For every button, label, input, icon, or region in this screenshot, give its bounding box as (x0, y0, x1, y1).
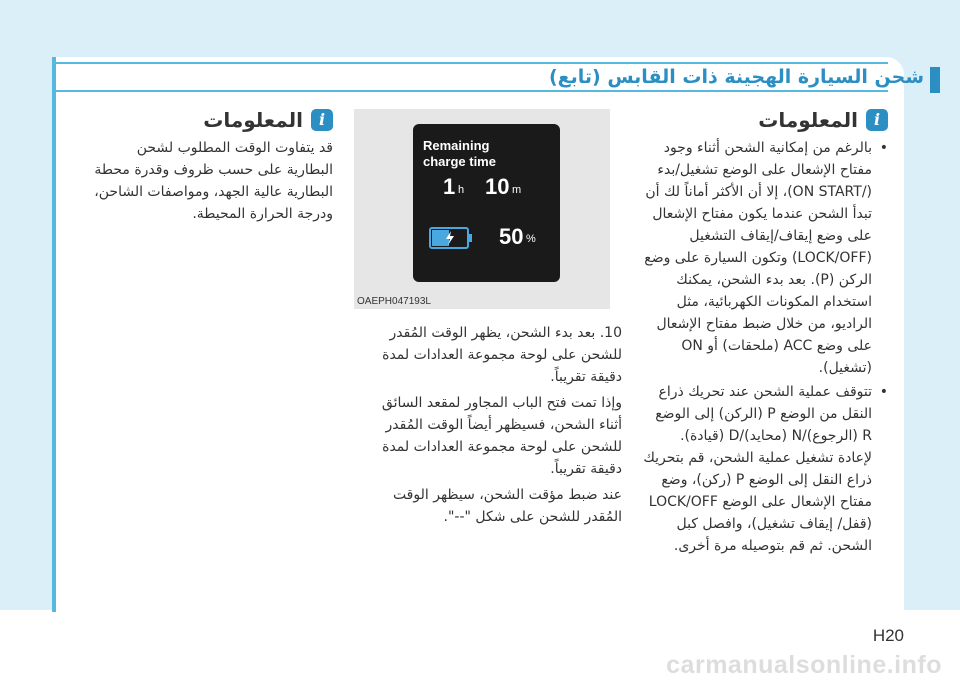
info-text: قد يتفاوت الوقت المطلوب لشحن البطارية على حسب ظروف وقدرة محطة البطارية عالية الجهد، ومواصفات الشاحن، ودرجة الحرارة المحيطة. (94, 140, 333, 222)
info-label: المعلومات (758, 108, 858, 132)
percent-unit: % (526, 233, 536, 245)
cluster-display (413, 124, 560, 282)
hours-unit: h (458, 184, 465, 196)
header-tab-marker (930, 67, 940, 93)
bullet-list (643, 137, 888, 557)
middle-column (362, 322, 622, 532)
battery-icon (429, 227, 473, 249)
info-header-left (88, 109, 333, 131)
info-label: المعلومات (203, 108, 303, 132)
minutes-unit: m (512, 184, 522, 196)
page-number: H20 (872, 626, 904, 645)
left-column (88, 109, 333, 225)
info-header-right (643, 109, 888, 131)
right-column (643, 109, 888, 559)
paragraph: وإذا تمت فتح الباب المجاور لمقعد السائق أثناء الشحن، فسيظهر أيضاً الوقت المُقدر للشحن على لوحة مجموعة العدادات لمدة دقيقة تقريباً. (381, 395, 622, 477)
display-title (423, 138, 496, 170)
watermark: carmanualsonline.info (666, 651, 942, 679)
section-title: شحن السيارة الهجينة ذات القابس (تابع) (548, 66, 924, 88)
image-code: OAEPH047193L (357, 296, 431, 307)
paragraph: 10. بعد بدء الشحن، يظهر الوقت المُقدر للشحن على لوحة مجموعة العدادات لمدة دقيقة تقريباً. (382, 325, 622, 385)
info-icon: i (866, 109, 888, 131)
paragraph: عند ضبط مؤقت الشحن، سيظهر الوقت المُقدر للشحن على شكل "--". (392, 487, 622, 525)
list-item: • بالرغم من إمكانية الشحن أثناء وجود مفتاح الإشعال على الوضع تشغيل/بدء (/ON START)، إلا أن الأكثر أماناً لك أن تبدأ الشحن عندما يكون مفتاح الإشعال على وضع إيقاف/إيقاف التشغيل (LOCK/OFF) وتكون السيارة على وضع الركن (P). بعد بدء الشحن، يمكنك استخدام المكونات الكهربائية، مثل الراديو، من خلال ضبط مفتاح الإشعال على وضع ACC (ملحقات) أو ON (تشغيل). (643, 137, 888, 379)
info-icon: i (311, 109, 333, 131)
display-title-line2: charge time (423, 154, 496, 169)
hours-value: 1 (443, 174, 456, 199)
minutes-value: 10 (485, 174, 510, 199)
list-item: • تتوقف عملية الشحن عند تحريك ذراع النقل من الوضع P (الركن) إلى الوضع R (الرجوع)/N (محايد)/D (قيادة). لإعادة تشغيل عملية الشحن، قم بتحريك ذراع النقل إلى الوضع P (ركن)، وضع مفتاح الإشعال على الوضع LOCK/OFF (قفل/ إيقاف تشغيل)، وافصل كبل الشحن. ثم قم بتوصيله مرة أخرى. (643, 381, 888, 557)
percent-value: 50 (499, 224, 524, 249)
display-title-line1: Remaining (423, 138, 490, 153)
